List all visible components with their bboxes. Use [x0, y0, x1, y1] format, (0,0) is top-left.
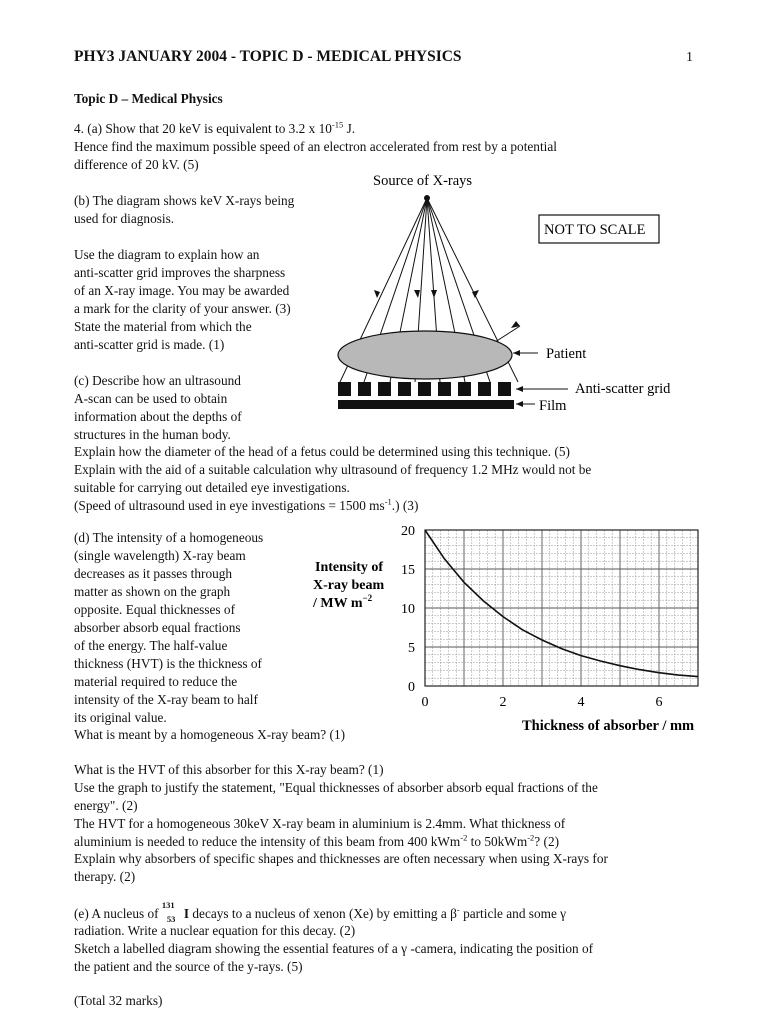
source-label: Source of X-rays — [373, 173, 473, 189]
q4d-line-2: (single wavelength) X-ray beam — [74, 548, 246, 563]
q4c-line-8: (Speed of ultrasound used in eye investigations = 1500 $ms^{-1}$.) (3) — [74, 496, 419, 513]
q4d-line-6: absorber absorb equal fractions — [74, 620, 241, 635]
q4b-line-8: State the material from which the — [74, 319, 252, 334]
q4b-line-7: a mark for the clarity of your answer. (3) — [74, 301, 291, 316]
q4d-line-8: thickness (HVT) is the thickness of — [74, 656, 262, 671]
x-axis-label: Thickness of absorber / mm — [522, 718, 695, 734]
y-tick-label: 20 — [401, 524, 415, 539]
q4d-line-12: What is meant by a homogeneous X-ray beam? (1) — [74, 727, 346, 742]
q4d-line-17: The HVT for a homogeneous 30keV X-ray beam in aluminium is 2.4mm. What thickness of — [74, 816, 566, 831]
chart-grid — [425, 530, 698, 686]
intensity-graph — [300, 518, 710, 743]
page-number: 1 — [686, 50, 693, 65]
q4d-line-4: matter as shown on the graph — [74, 584, 231, 599]
q4e-line-1: (e) A nucleus of 131 53 I decays to a nucleus of xenon (Xe) by emitting a β- particle and some γ — [74, 900, 567, 924]
exam-header-title: PHY3 JANUARY 2004 - TOPIC D - MEDICAL PHYSICS — [74, 48, 462, 65]
patient-label: Patient — [546, 346, 587, 362]
xray-diagram — [330, 168, 710, 418]
q4a-line-3: difference of 20 kV. (5) — [74, 157, 199, 172]
y-axis-ticks — [401, 524, 415, 695]
y-tick-label: 15 — [401, 563, 415, 578]
q4d-line-16: energy". (2) — [74, 798, 138, 813]
total-marks: (Total 32 marks) — [74, 993, 163, 1008]
q4b-line-1: (b) The diagram shows keV X-rays being — [74, 193, 295, 208]
q4b-line-5: anti-scatter grid improves the sharpness — [74, 265, 286, 280]
q4d-line-7: of the energy. The half-value — [74, 638, 228, 653]
grid-label: Anti-scatter grid — [575, 381, 671, 397]
q4d-line-10: intensity of the X-ray beam to half — [74, 692, 258, 707]
film-label: Film — [539, 398, 567, 414]
film — [338, 400, 514, 409]
y-tick-label: 5 — [408, 641, 415, 656]
q4b-line-2: used for diagnosis. — [74, 211, 175, 226]
q4e-line-3: Sketch a labelled diagram showing the essential features of a γ -camera, indicating the position of — [74, 941, 594, 956]
q4c-line-2: A-scan can be used to obtain — [74, 391, 228, 406]
q4e-line-4: the patient and the source of the y-rays. (5) — [74, 959, 303, 974]
q4d-line-14: What is the HVT of this absorber for this X-ray beam? (1) — [74, 762, 384, 777]
q4d-line-19: therapy. (2) — [74, 869, 136, 884]
q4e-line-2: radiation. Write a nuclear equation for this decay. (2) — [74, 923, 356, 938]
q4a-line-1: 4. (a) Show that 20 keV is equivalent to 3.2 x $10^{-15}$ J. — [74, 119, 356, 136]
q4d-line-15: Use the graph to justify the statement, "Equal thicknesses of absorber absorb equal fractions of the — [74, 780, 598, 795]
q4d-aluminium-line: aluminium is needed to reduce the intensity of this beam from 400 kWm$^{-2}$ to 50kWm$^{-2}$? (2) — [74, 832, 560, 849]
q4c-line-1: (c) Describe how an ultrasound — [74, 373, 241, 388]
q4d-line-5: opposite. Equal thicknesses of — [74, 602, 236, 617]
x-tick-label: 6 — [655, 695, 663, 710]
patient-ellipse — [338, 331, 512, 379]
y-axis-label-line-2: X-ray beam — [313, 578, 385, 593]
q4c-line-6: Explain with the aid of a suitable calculation why ultrasound of frequency 1.2 MHz would not be — [74, 462, 592, 477]
y-axis-label-line-3: / MW $m^{-2}$ — [313, 593, 373, 611]
x-axis-ticks — [422, 695, 663, 710]
q4c-line-5: Explain how the diameter of the head of a fetus could be determined using this technique. (5) — [74, 444, 570, 459]
q4d-line-3: decreases as it passes through — [74, 566, 233, 581]
q4b-line-6: of an X-ray image. You may be awarded — [74, 283, 290, 298]
q4d-line-11: its original value. — [74, 710, 167, 725]
anti-scatter-grid — [338, 382, 511, 396]
q4c-line-3: information about the depths of — [74, 409, 242, 424]
y-tick-label: 10 — [401, 602, 415, 617]
q4d-line-9: material required to reduce the — [74, 674, 238, 689]
x-tick-label: 0 — [421, 695, 429, 710]
topic-title: Topic D – Medical Physics — [74, 91, 223, 106]
q4d-line-18: Explain why absorbers of specific shapes and thicknesses are often necessary when using X-rays for — [74, 851, 608, 866]
q4c-line-4: structures in the human body. — [74, 427, 231, 442]
q4a-line-2: Hence find the maximum possible speed of an electron accelerated from rest by a potential — [74, 139, 557, 154]
q4d-line-1: (d) The intensity of a homogeneous — [74, 530, 264, 545]
q4b-line-9: anti-scatter grid is made. (1) — [74, 337, 225, 352]
x-tick-label: 2 — [499, 695, 507, 710]
q4c-line-7: suitable for carrying out detailed eye investigations. — [74, 480, 350, 495]
q4b-line-4: Use the diagram to explain how an — [74, 247, 260, 262]
not-to-scale-label: NOT TO SCALE — [544, 222, 646, 238]
y-axis-label-line-1: Intensity of — [315, 560, 384, 575]
x-tick-label: 4 — [577, 695, 585, 710]
y-tick-label: 0 — [408, 680, 415, 695]
